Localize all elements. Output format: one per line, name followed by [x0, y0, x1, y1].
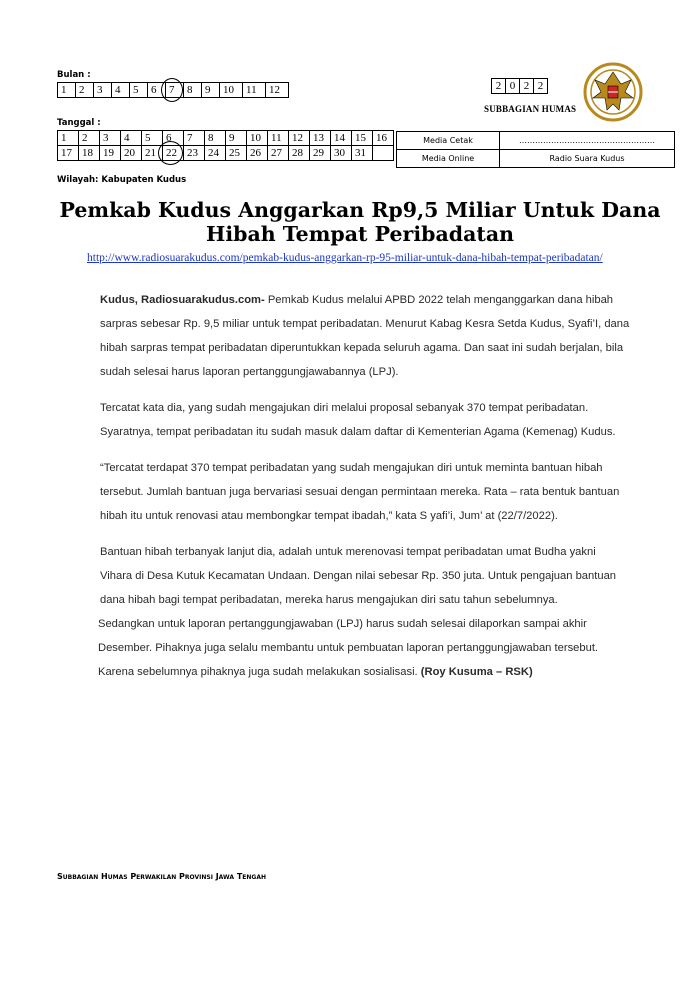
- tanggal-value: 31: [355, 147, 366, 159]
- tanggal-cell: [247, 131, 268, 146]
- media-cetak-value: ……………………………………………: [500, 132, 675, 150]
- bulan-value: 2: [79, 84, 85, 96]
- bulan-cell: [58, 83, 76, 98]
- tanggal-value: 14: [334, 132, 345, 144]
- tanggal-cell: [310, 146, 331, 161]
- bulan-value: 3: [97, 84, 103, 96]
- tanggal-value: 13: [313, 132, 324, 144]
- tanggal-cell: [268, 131, 289, 146]
- tanggal-cell: [121, 131, 142, 146]
- paragraph-3: “Tercatat terdapat 370 tempat peribadatan yang sudah mengajukan diri untuk meminta bantuan hibah tersebut. Jumlah bantuan juga bervariasi sesuai dengan permintaan mereka. Rata – rata bentuk bantuan hibah itu untuk renovasi atau membongkar tempat ibadah,” kata S yafi’i, Jum’ at (22/7/2022).: [100, 462, 620, 522]
- bulan-value: 12: [269, 84, 280, 96]
- tanggal-value: 16: [376, 132, 387, 144]
- tanggal-cell: [100, 131, 121, 146]
- tanggal-value: 26: [250, 147, 261, 159]
- tanggal-cell: [331, 131, 352, 146]
- tanggal-value: 6: [166, 132, 172, 144]
- paragraph-4: Bantuan hibah terbanyak lanjut dia, adalah untuk merenovasi tempat peribadatan umat Budha yakni Vihara di Desa Kutuk Kecamatan Undaan. Dengan nilai sebesar Rp. 350 juta. Untuk pengajuan bantuan dana hibah bagi tempat peribadatan, mereka harus mengajukan diri satu tahun sebelumnya.: [100, 546, 617, 606]
- tanggal-value: 8: [208, 132, 214, 144]
- garuda-emblem-icon: [583, 62, 643, 122]
- tanggal-cell: [247, 146, 268, 161]
- bulan-cell: [112, 83, 130, 98]
- tanggal-value: 5: [145, 132, 151, 144]
- tanggal-cell: [352, 146, 373, 161]
- tanggal-cell: [184, 131, 205, 146]
- subbagian-label: SUBBAGIAN HUMAS: [484, 104, 577, 114]
- tanggal-value: 18: [82, 147, 93, 159]
- bulan-cell: [243, 83, 266, 98]
- tanggal-cell: [289, 146, 310, 161]
- media-table: [396, 131, 675, 168]
- tanggal-value: 11: [271, 132, 282, 144]
- tanggal-cell: [226, 131, 247, 146]
- tanggal-value: 22: [166, 147, 177, 159]
- tanggal-value: 21: [145, 147, 156, 159]
- year-digit: 0: [506, 79, 520, 94]
- tanggal-cell: [121, 146, 142, 161]
- article-body: [100, 288, 630, 696]
- tanggal-value: 24: [208, 147, 219, 159]
- byline: (Roy Kusuma – RSK): [420, 666, 533, 678]
- bulan-cell: [266, 83, 289, 98]
- title-line-1: Pemkab Kudus Anggarkan Rp9,5 Miliar Untuk Dana: [59, 198, 661, 222]
- tanggal-cell: [142, 131, 163, 146]
- bulan-cell: [76, 83, 94, 98]
- tanggal-cell: [163, 146, 184, 161]
- tanggal-value: 19: [103, 147, 114, 159]
- paragraph-2: Tercatat kata dia, yang sudah mengajukan diri melalui proposal sebanyak 370 tempat peribadatan. Syaratnya, tempat peribadatan itu sudah masuk dalam daftar di Kementerian Agama (Kemenag) Kudus.: [100, 402, 616, 438]
- wilayah-label: Wilayah: Kabupaten Kudus: [57, 175, 187, 185]
- tanggal-value: 10: [250, 132, 261, 144]
- tanggal-value: 2: [82, 132, 88, 144]
- tanggal-value: 28: [292, 147, 303, 159]
- bulan-cell: [94, 83, 112, 98]
- tanggal-cell: [58, 146, 79, 161]
- bulan-value: 8: [187, 84, 193, 96]
- tanggal-cell: [100, 146, 121, 161]
- year-box: [491, 78, 548, 94]
- tanggal-value: 25: [229, 147, 240, 159]
- bulan-value: 9: [205, 84, 211, 96]
- bulan-value: 11: [246, 84, 257, 96]
- tanggal-cell: [79, 146, 100, 161]
- tanggal-value: 15: [355, 132, 366, 144]
- tanggal-cell: [331, 146, 352, 161]
- bulan-cell: [148, 83, 166, 98]
- article-title: [40, 198, 680, 246]
- bulan-label: Bulan :: [57, 70, 91, 80]
- tanggal-value: 20: [124, 147, 135, 159]
- bulan-value: 5: [133, 84, 139, 96]
- tanggal-cell: [352, 131, 373, 146]
- bulan-value: 4: [115, 84, 121, 96]
- tanggal-label: Tanggal :: [57, 118, 101, 128]
- tanggal-cell: [79, 131, 100, 146]
- bulan-cell: [184, 83, 202, 98]
- tanggal-value: 30: [334, 147, 345, 159]
- year-digit: 2: [492, 79, 506, 94]
- footer-label: Subbagian Humas Perwakilan Provinsi Jawa Tengah: [57, 872, 267, 881]
- tanggal-cell: [184, 146, 205, 161]
- tanggal-value: 4: [124, 132, 130, 144]
- tanggal-cell: [205, 146, 226, 161]
- bulan-value: 6: [151, 84, 157, 96]
- bulan-cell: [130, 83, 148, 98]
- tanggal-value: 27: [271, 147, 282, 159]
- tanggal-cell: [226, 146, 247, 161]
- media-cetak-label: Media Cetak: [397, 132, 500, 150]
- media-online-label: Media Online: [397, 150, 500, 168]
- tanggal-cell: [373, 131, 394, 146]
- tanggal-cell: [205, 131, 226, 146]
- paragraph-5: Sedangkan untuk laporan pertanggungjawaban (LPJ) harus sudah selesai dilaporkan sampai akhir Desember. Pihaknya juga selalu membantu untuk pembuatan laporan pertanggungjawaban tersebut. Karena sebelumnya pihaknya juga sudah melakukan sosialisasi. (Roy Kusuma – RSK): [98, 618, 599, 678]
- media-online-value: Radio Suara Kudus: [500, 150, 675, 168]
- bulan-value: 1: [61, 84, 67, 96]
- article-url-link[interactable]: http://www.radiosuarakudus.com/pemkab-kudus-anggarkan-rp-95-miliar-untuk-dana-hibah-tempat-peribadatan/: [87, 252, 603, 264]
- tanggal-cell: [289, 131, 310, 146]
- tanggal-value: 29: [313, 147, 324, 159]
- tanggal-value: 12: [292, 132, 303, 144]
- tanggal-grid: [57, 130, 394, 161]
- bulan-cell: [166, 83, 184, 98]
- tanggal-cell: [373, 146, 394, 161]
- tanggal-value: 3: [103, 132, 109, 144]
- year-digit: 2: [534, 79, 548, 94]
- tanggal-value: 7: [187, 132, 193, 144]
- bulan-value: 7: [169, 84, 175, 96]
- tanggal-cell: [58, 131, 79, 146]
- lead-dateline: Kudus, Radiosuarakudus.com-: [100, 294, 265, 306]
- tanggal-value: 9: [229, 132, 235, 144]
- paragraph-1: Kudus, Radiosuarakudus.com- Pemkab Kudus melalui APBD 2022 telah menganggarkan dana hibah sarpras sebesar Rp. 9,5 miliar untuk tempat peribadatan. Menurut Kabag Kesra Setda Kudus, Syafi’I, dana hibah sarpras tempat peribadatan diperuntukkan kepada seluruh agama. Dan saat ini sudah berjalan, bila sudah selesai harus laporan pertanggungjawabannya (LPJ).: [100, 294, 630, 378]
- tanggal-value: 23: [187, 147, 198, 159]
- bulan-grid: [57, 82, 289, 98]
- title-line-2: Hibah Tempat Peribadatan: [205, 222, 515, 246]
- tanggal-cell: [310, 131, 331, 146]
- tanggal-cell: [268, 146, 289, 161]
- tanggal-cell: [163, 131, 184, 146]
- tanggal-cell: [142, 146, 163, 161]
- bulan-cell: [220, 83, 243, 98]
- bulan-cell: [202, 83, 220, 98]
- tanggal-value: 17: [61, 147, 72, 159]
- year-digit: 2: [520, 79, 534, 94]
- bulan-value: 10: [223, 84, 234, 96]
- tanggal-value: 1: [61, 132, 67, 144]
